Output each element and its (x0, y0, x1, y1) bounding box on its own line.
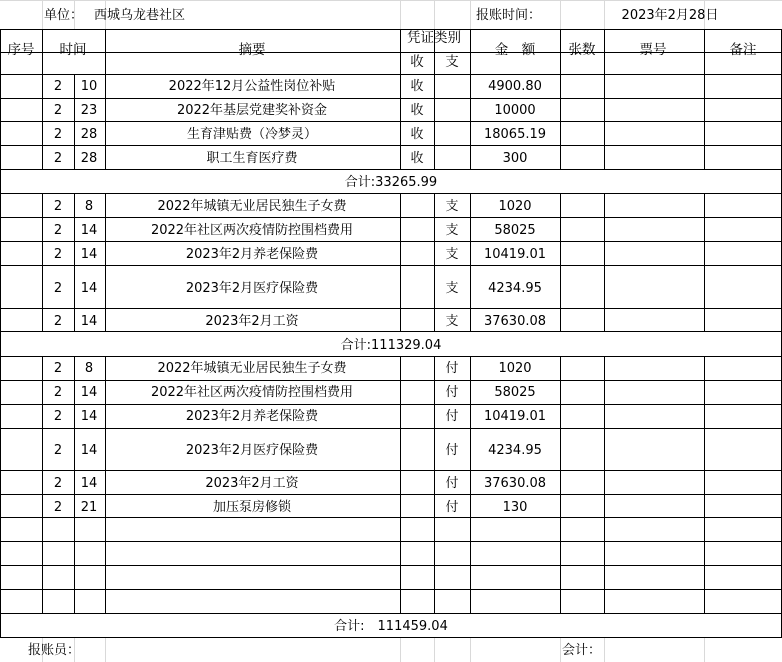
row-amount: 300 (502, 151, 528, 166)
row-summary: 2023年2月医疗保险费 (185, 281, 319, 296)
row-voucher-type: 收 (410, 103, 424, 118)
unit-label: 单位： (44, 8, 84, 23)
row-voucher-type: 支 (445, 281, 459, 296)
row-voucher-type: 支 (445, 199, 459, 214)
row-day: 14 (80, 443, 98, 458)
row-voucher-type: 收 (410, 127, 424, 142)
row-day: 28 (80, 127, 98, 142)
row-summary: 2022年社区两次疫情防控围档费用 (150, 385, 354, 400)
row-amount: 4234.95 (488, 443, 542, 458)
row-day: 8 (84, 199, 94, 214)
header-remark: 备注 (729, 42, 757, 58)
table-row (54, 384, 536, 400)
row-amount: 58025 (494, 223, 536, 238)
row-summary: 2023年2月养老保险费 (185, 409, 319, 424)
row-amount: 58025 (494, 385, 536, 400)
row-summary: 2022年社区两次疫情防控围档费用 (150, 223, 354, 238)
table-row (54, 442, 542, 458)
table-row (54, 150, 528, 166)
row-day: 8 (84, 361, 94, 376)
row-month: 2 (53, 103, 63, 118)
row-day: 14 (80, 385, 98, 400)
row-day: 14 (80, 409, 98, 424)
row-voucher-type: 付 (445, 361, 459, 376)
row-month: 2 (53, 281, 63, 296)
income-total: 合计:33265.99 (344, 175, 438, 190)
table-row (54, 313, 546, 329)
row-voucher-type: 付 (445, 476, 459, 491)
row-amount: 10419.01 (483, 409, 547, 424)
row-day: 14 (80, 476, 98, 491)
row-month: 2 (53, 151, 63, 166)
row-day: 14 (80, 281, 98, 296)
table-row (54, 126, 546, 142)
row-voucher-type: 付 (445, 443, 459, 458)
header-pay: 支 (445, 54, 459, 70)
row-month: 2 (53, 79, 63, 94)
row-amount: 10419.01 (483, 247, 547, 262)
row-month: 2 (53, 127, 63, 142)
row-day: 14 (80, 223, 98, 238)
row-amount: 1020 (498, 361, 532, 376)
row-voucher-type: 支 (445, 314, 459, 329)
row-summary: 2023年2月养老保险费 (185, 247, 319, 262)
row-day: 10 (80, 79, 98, 94)
row-amount: 18065.19 (483, 127, 547, 142)
row-voucher-type: 收 (410, 79, 424, 94)
row-summary: 2022年城镇无业居民独生子女费 (157, 361, 347, 376)
row-month: 2 (53, 247, 63, 262)
row-voucher-type: 付 (445, 409, 459, 424)
row-amount: 1020 (498, 199, 532, 214)
grand-total: 合计: 111459.04 (334, 619, 448, 634)
row-amount: 10000 (494, 103, 536, 118)
row-amount: 4234.95 (488, 281, 542, 296)
header-voucher-type: 凭证类别 (407, 30, 461, 46)
row-summary: 2022年12月公益性岗位补贴 (168, 79, 336, 94)
row-voucher-type: 付 (445, 385, 459, 400)
row-summary: 生育津贴费（冷梦灵） (186, 127, 318, 142)
table-row (54, 499, 528, 515)
header-summary: 摘要 (238, 42, 266, 58)
table-row (54, 222, 536, 238)
header-seq: 序号 (7, 42, 35, 58)
row-day: 14 (80, 314, 98, 329)
table-row (54, 102, 536, 118)
table-row (54, 280, 542, 296)
table-row (54, 78, 542, 94)
row-summary: 2023年2月工资 (205, 476, 299, 491)
row-amount: 130 (502, 500, 528, 515)
header-ticket: 票号 (639, 42, 667, 58)
table-row (54, 198, 532, 214)
row-voucher-type: 付 (445, 500, 459, 515)
row-voucher-type: 支 (445, 247, 459, 262)
row-day: 21 (80, 500, 98, 515)
row-month: 2 (53, 476, 63, 491)
row-month: 2 (53, 314, 63, 329)
row-summary: 职工生育医疗费 (206, 151, 298, 166)
row-summary: 2022年城镇无业居民独生子女费 (157, 199, 347, 214)
row-month: 2 (53, 443, 63, 458)
row-voucher-type: 收 (410, 151, 424, 166)
row-day: 28 (80, 151, 98, 166)
row-amount: 37630.08 (483, 314, 547, 329)
row-amount: 37630.08 (483, 476, 547, 491)
accountant-label: 会计： (562, 643, 602, 658)
row-summary: 2023年2月工资 (205, 314, 299, 329)
table-row (54, 246, 546, 262)
header-amount: 金 额 (494, 42, 536, 58)
row-voucher-type: 支 (445, 223, 459, 238)
row-summary: 加压泵房修锁 (212, 500, 292, 515)
row-month: 2 (53, 199, 63, 214)
row-day: 14 (80, 247, 98, 262)
expense-total: 合计:111329.04 (340, 338, 442, 353)
row-day: 23 (80, 103, 98, 118)
report-time-label: 报账时间： (476, 8, 542, 23)
row-summary: 2023年2月医疗保险费 (185, 443, 319, 458)
header-sheets: 张数 (568, 42, 596, 58)
row-month: 2 (53, 500, 63, 515)
reporter-label: 报账员： (28, 643, 81, 658)
row-month: 2 (53, 409, 63, 424)
row-month: 2 (53, 223, 63, 238)
row-month: 2 (53, 385, 63, 400)
row-amount: 4900.80 (488, 79, 542, 94)
report-date: 2023年2月28日 (621, 8, 719, 23)
table-borders (0, 30, 782, 638)
row-month: 2 (53, 361, 63, 376)
table-row (54, 408, 546, 424)
row-summary: 2022年基层党建奖补资金 (176, 103, 328, 118)
header-time: 时间 (59, 42, 87, 58)
header-receive: 收 (410, 54, 424, 70)
table-row (54, 360, 532, 376)
unit-name: 西城乌龙巷社区 (94, 8, 186, 23)
table-row (54, 475, 546, 491)
